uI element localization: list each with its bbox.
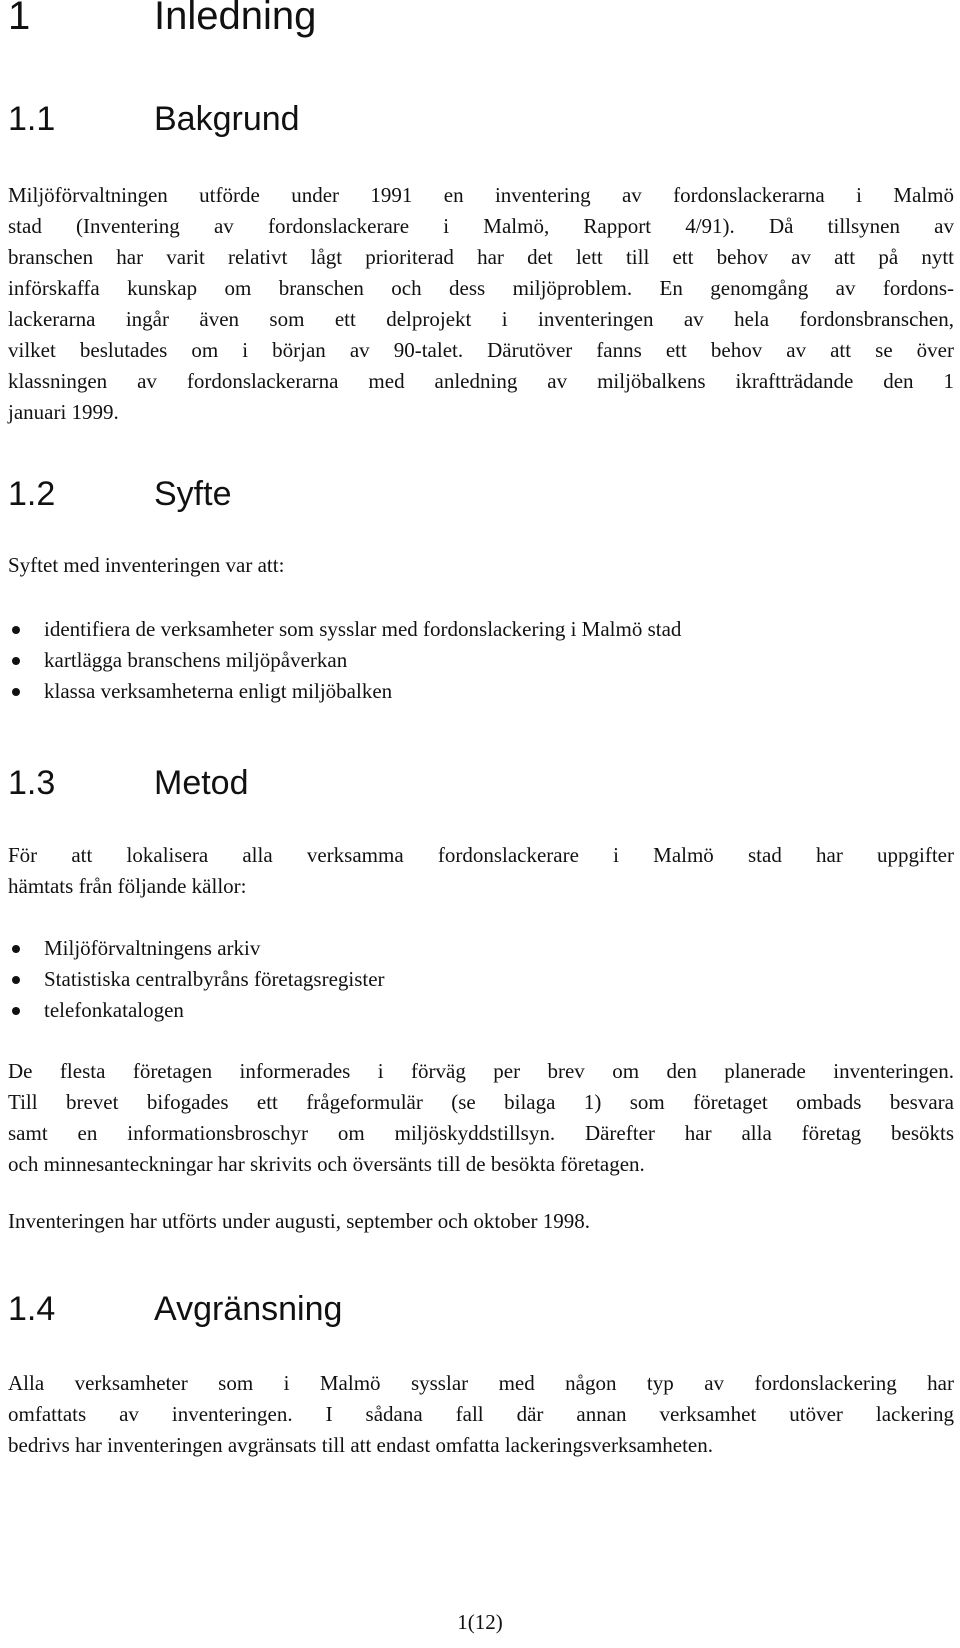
- paragraph-metod-period: [8, 1206, 954, 1237]
- paragraph-line: Till brevet bifogades ett frågeformulär (se bilaga 1) som företaget ombads besvara: [8, 1090, 954, 1114]
- bullet-dot: [12, 976, 20, 984]
- paragraph-line: lackerarna ingår även som ett delprojekt i inventeringen av hela fordonsbranschen,: [8, 307, 954, 331]
- list-item-text: kartlägga branschens miljöpåverkan: [44, 648, 348, 672]
- section-number: 1.3: [8, 764, 56, 802]
- list-item-text: telefonkatalogen: [44, 998, 184, 1022]
- section-title: Bakgrund: [154, 100, 300, 138]
- list-item: [8, 614, 681, 645]
- paragraph-line: införskaffa kunskap om branschen och dess miljöproblem. En genomgång av fordons-: [8, 276, 954, 300]
- bullet-dot: [12, 688, 20, 696]
- list-item-text: Miljöförvaltningens arkiv: [44, 936, 261, 960]
- section-title: Avgränsning: [154, 1290, 343, 1328]
- section-title: Syfte: [154, 475, 232, 513]
- paragraph-line: och minnesanteckningar har skrivits och översänts till de besökta företagen.: [8, 1152, 645, 1176]
- paragraph-line: bedrivs har inventeringen avgränsats till att endast omfatta lackeringsverksamheten.: [8, 1433, 714, 1457]
- list-item: [8, 645, 681, 676]
- bullet-dot: [12, 626, 20, 634]
- bullet-list-metod: [8, 933, 385, 1026]
- section-heading-metod: [8, 764, 249, 803]
- paragraph-line: hämtats från följande källor:: [8, 874, 247, 898]
- paragraph-line: omfattats av inventeringen. I sådana fall där annan verksamhet utöver lackering: [8, 1402, 954, 1426]
- paragraph-line: Miljöförvaltningen utförde under 1991 en inventering av fordonslackerarna i Malmö: [8, 183, 954, 207]
- paragraph-line: vilket beslutades om i början av 90-talet. Därutöver fanns ett behov av att se över: [8, 338, 954, 362]
- paragraph-line: klassningen av fordonslackerarna med anledning av miljöbalkens ikraftträdande den 1: [8, 369, 954, 393]
- paragraph-line: För att lokalisera alla verksamma fordonslackerare i Malmö stad har uppgifter: [8, 843, 954, 867]
- bullet-list-syfte: [8, 614, 681, 707]
- paragraph-line: branschen har varit relativt lågt prioriterad har det lett till ett behov av att på nytt: [8, 245, 954, 269]
- bullet-dot: [12, 1007, 20, 1015]
- page-number: 1(12): [457, 1610, 503, 1634]
- section-number: 1.2: [8, 475, 56, 513]
- bullet-dot: [12, 945, 20, 953]
- section-heading-avgransning: [8, 1290, 342, 1329]
- chapter-number: 1: [8, 0, 31, 38]
- list-item-text: Statistiska centralbyråns företagsregister: [44, 967, 385, 991]
- section-number: 1.4: [8, 1290, 56, 1328]
- section-heading-syfte: [8, 475, 231, 514]
- paragraph-metod-process: [8, 1056, 954, 1180]
- paragraph-metod-intro: [8, 840, 954, 902]
- paragraph-line: De flesta företagen informerades i förväg per brev om den planerade inventeringen.: [8, 1059, 954, 1083]
- section-heading-bakgrund: [8, 100, 300, 139]
- list-item-text: identifiera de verksamheter som sysslar med fordonslackering i Malmö stad: [44, 617, 682, 641]
- paragraph-line: samt en informationsbroschyr om miljöskyddstillsyn. Därefter har alla företag besökts: [8, 1121, 954, 1145]
- paragraph-line: stad (Inventering av fordonslackerare i Malmö, Rapport 4/91). Då tillsynen av: [8, 214, 954, 238]
- paragraph-syfte-intro: [8, 550, 954, 581]
- paragraph-line: Syftet med inventeringen var att:: [8, 553, 285, 577]
- list-item: [8, 964, 385, 995]
- section-number: 1.1: [8, 100, 56, 138]
- list-item-text: klassa verksamheterna enligt miljöbalken: [44, 679, 393, 703]
- paragraph-line: januari 1999.: [8, 400, 119, 424]
- chapter-heading: [8, 0, 316, 39]
- section-title: Metod: [154, 764, 249, 802]
- paragraph-bakgrund: [8, 180, 954, 428]
- paragraph-avgransning: [8, 1368, 954, 1461]
- chapter-title: Inledning: [154, 0, 317, 38]
- paragraph-line: Inventeringen har utförts under augusti, september och oktober 1998.: [8, 1209, 591, 1233]
- list-item: [8, 933, 385, 964]
- list-item: [8, 995, 385, 1026]
- list-item: [8, 676, 681, 707]
- bullet-dot: [12, 657, 20, 665]
- paragraph-line: Alla verksamheter som i Malmö sysslar med någon typ av fordonslackering har: [8, 1371, 954, 1395]
